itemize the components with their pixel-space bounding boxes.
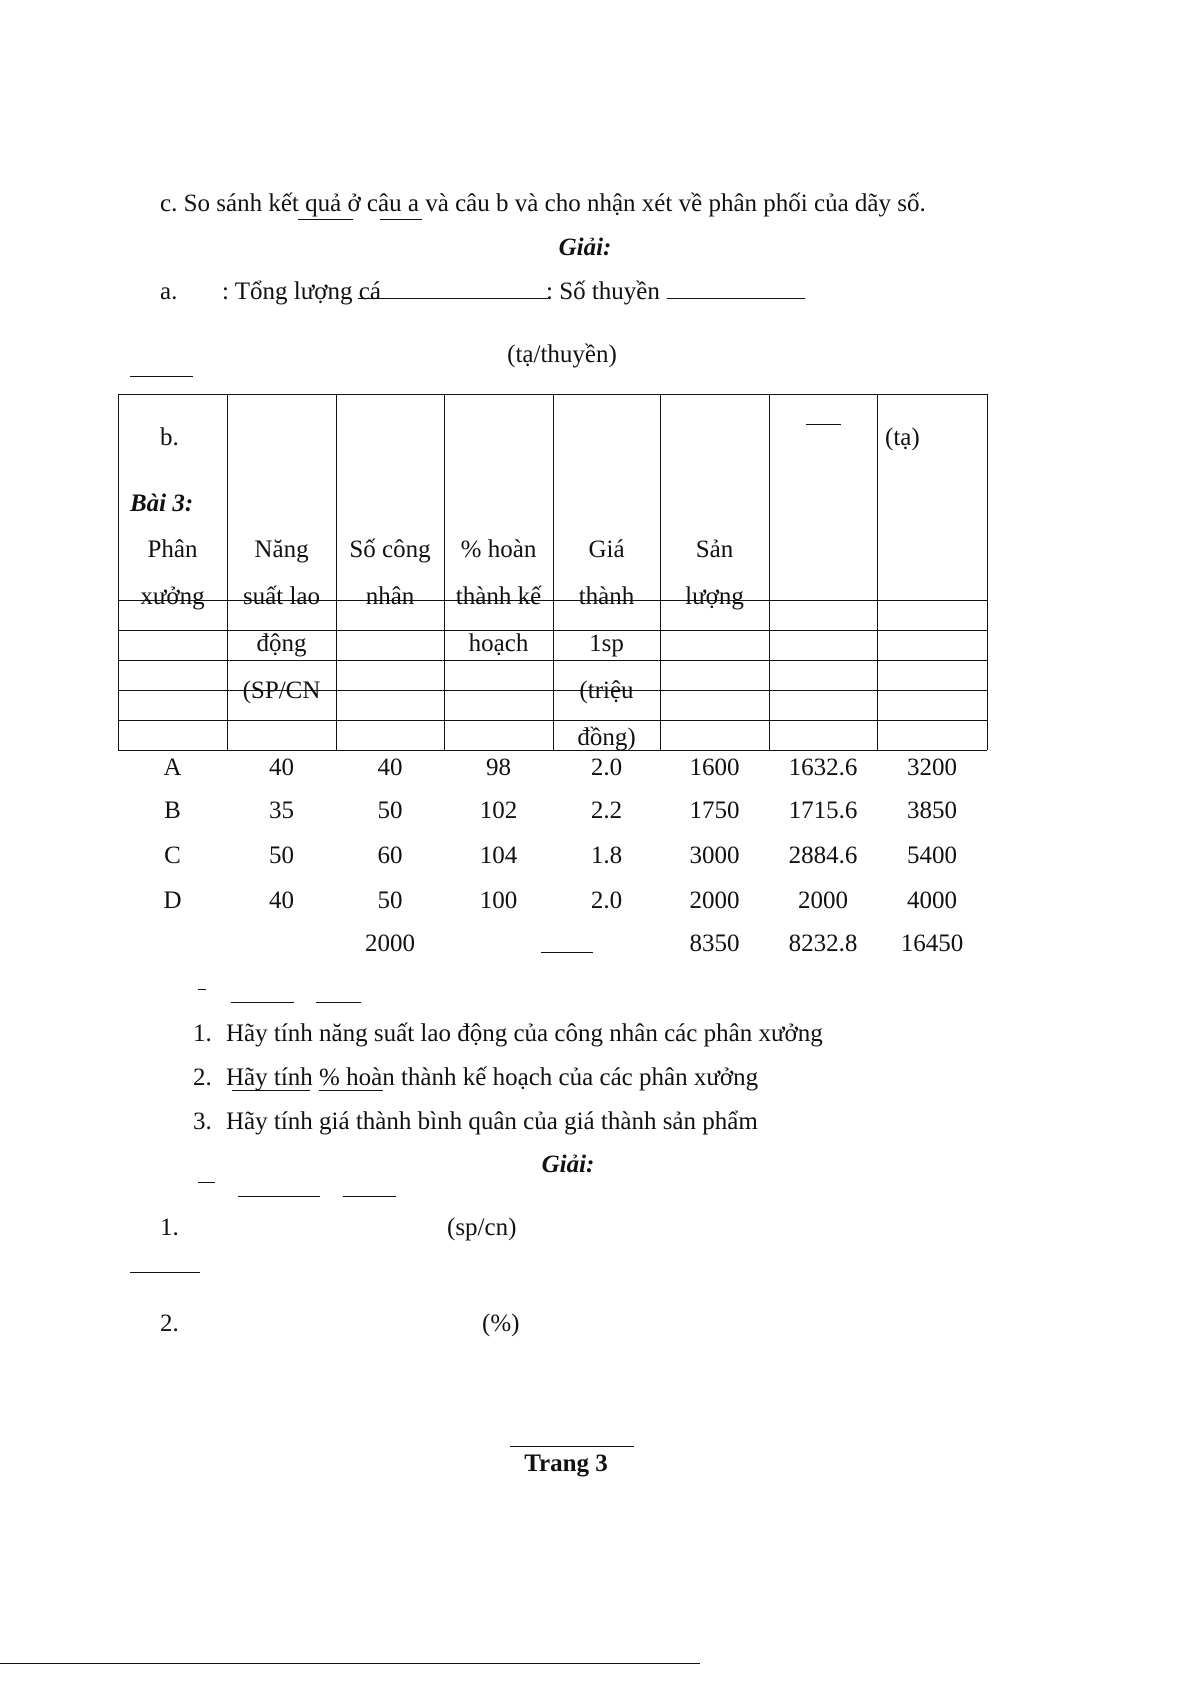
overline-mark [316,1002,361,1003]
header-workshop: Phân xưởng [140,536,205,610]
task-item: Hãy tính % hoàn thành kế hoạch của các phân xưởng [226,1064,759,1091]
header-workers: Số công nhân [349,536,431,610]
unit-ta-thuyen: (tạ/thuyền) [507,341,617,368]
overline-mark [198,989,206,990]
task-number: 3. [193,1108,212,1135]
overline-mark [231,1002,294,1003]
task-item: Hãy tính giá thành bình quân của giá thành sản phẩm [226,1108,758,1135]
part-a-label: a. [160,278,178,305]
overline-mark [806,424,841,425]
solution-heading: Giải: [558,234,612,261]
fraction-line [358,298,548,299]
solution-item-1-unit: (sp/cn) [447,1214,517,1241]
task-number: 1. [193,1020,212,1047]
underline [298,219,353,220]
unit-ta: (tạ) [885,424,920,451]
footer-rule [510,1446,634,1447]
overline-mark [130,1272,200,1273]
exercise-title: Bài 3: [130,490,194,517]
page-bottom-rule [0,1663,700,1664]
overline-mark [343,1196,396,1197]
part-a-boat-count: : Số thuyền [546,278,660,305]
header-productivity: Năng suất lao động (SP/CN [242,536,321,704]
part-b-label: b. [160,424,179,451]
task-number: 2. [193,1064,212,1091]
solution-heading-2: Giải: [541,1151,595,1178]
fraction-line [667,298,805,299]
underline [319,1090,383,1091]
question-c: c. So sánh kết quả ở câu a và câu b và cho nhận xét về phân phối của dãy số. [160,190,926,217]
part-a-total-catch: : Tổng lượng cá [222,278,381,305]
overline-mark [130,376,193,377]
solution-item-1-label: 1. [160,1214,179,1241]
solution-item-2-label: 2. [160,1310,179,1337]
overline-mark [198,1182,215,1183]
header-unit-cost: Giá thành 1sp (triệu đồng) [577,536,636,751]
overline-mark [238,1196,320,1197]
underline [232,1090,310,1091]
underline [380,219,422,220]
header-plan-completion: % hoàn thành kế hoạch [455,536,542,657]
header-output: Sản lượng [685,536,744,610]
task-item: Hãy tính năng suất lao động của công nhân các phân xưởng [226,1020,823,1047]
solution-item-2-unit: (%) [482,1310,520,1337]
page-number: Trang 3 [524,1450,608,1477]
